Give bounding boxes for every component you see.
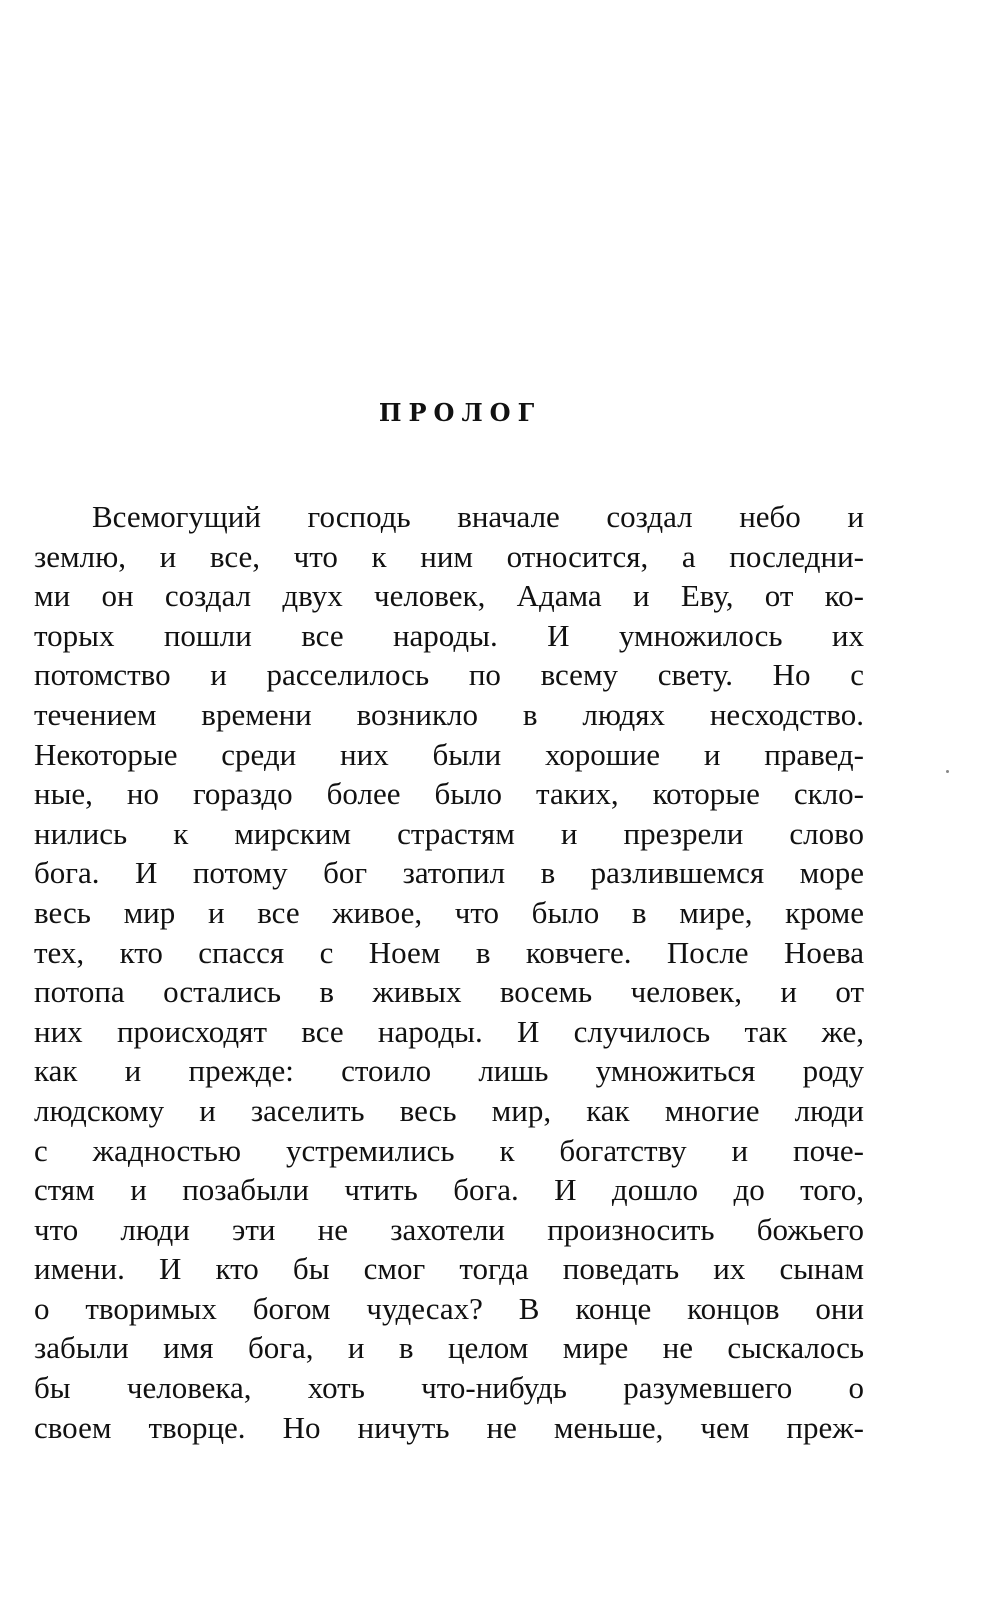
text-line: с жадностью устремились к богатству и поче-	[34, 1132, 864, 1168]
chapter-heading: ПРОЛОГ	[378, 398, 542, 427]
text-line: ные, но гораздо более было таких, которые скло-	[34, 776, 864, 812]
text-line: торых пошли все народы. И умножилось их	[34, 617, 864, 653]
text-line: тех, кто спасся с Ноем в ковчеге. После Ноева	[34, 934, 864, 970]
text-line: потомство и расселилось по всему свету. Но с	[34, 657, 864, 693]
text-line: течением времени возникло в людях несходство.	[34, 696, 864, 732]
paper-speck	[946, 770, 949, 773]
text-line: как и прежде: стоило лишь умножиться роду	[34, 1053, 864, 1089]
text-line: них происходят все народы. И случилось так же,	[34, 1013, 864, 1049]
text-line: людскому и заселить весь мир, как многие люди	[34, 1092, 864, 1128]
text-line: бога. И потому бог затопил в разлившемся море	[34, 855, 864, 891]
text-line: весь мир и все живое, что было в мире, кроме	[34, 894, 864, 930]
text-line: забыли имя бога, и в целом мире не сыскалось	[34, 1330, 864, 1366]
text-line: Некоторые среди них были хорошие и правед-	[34, 736, 864, 772]
text-line: ми он создал двух человек, Адама и Еву, от ко-	[34, 578, 864, 614]
text-line: своем творце. Но ничуть не меньше, чем преж-	[34, 1409, 864, 1445]
body-paragraph	[34, 497, 864, 1447]
text-line: Всемогущий господь вначале создал небо и	[92, 499, 864, 534]
text-line: нились к мирским страстям и презрели слово	[34, 815, 864, 851]
text-line: стям и позабыли чтить бога. И дошло до того,	[34, 1172, 864, 1208]
text-line: о творимых богом чудесах? В конце концов они	[34, 1290, 864, 1326]
text-line: потопа остались в живых восемь человек, и от	[34, 974, 864, 1010]
text-line: бы человека, хоть что-нибудь разумевшего о	[34, 1370, 864, 1406]
text-line: землю, и все, что к ним относится, а последни-	[34, 538, 864, 574]
text-line: что люди эти не захотели произносить божьего	[34, 1211, 864, 1247]
text-line: имени. И кто бы смог тогда поведать их сынам	[34, 1251, 864, 1287]
